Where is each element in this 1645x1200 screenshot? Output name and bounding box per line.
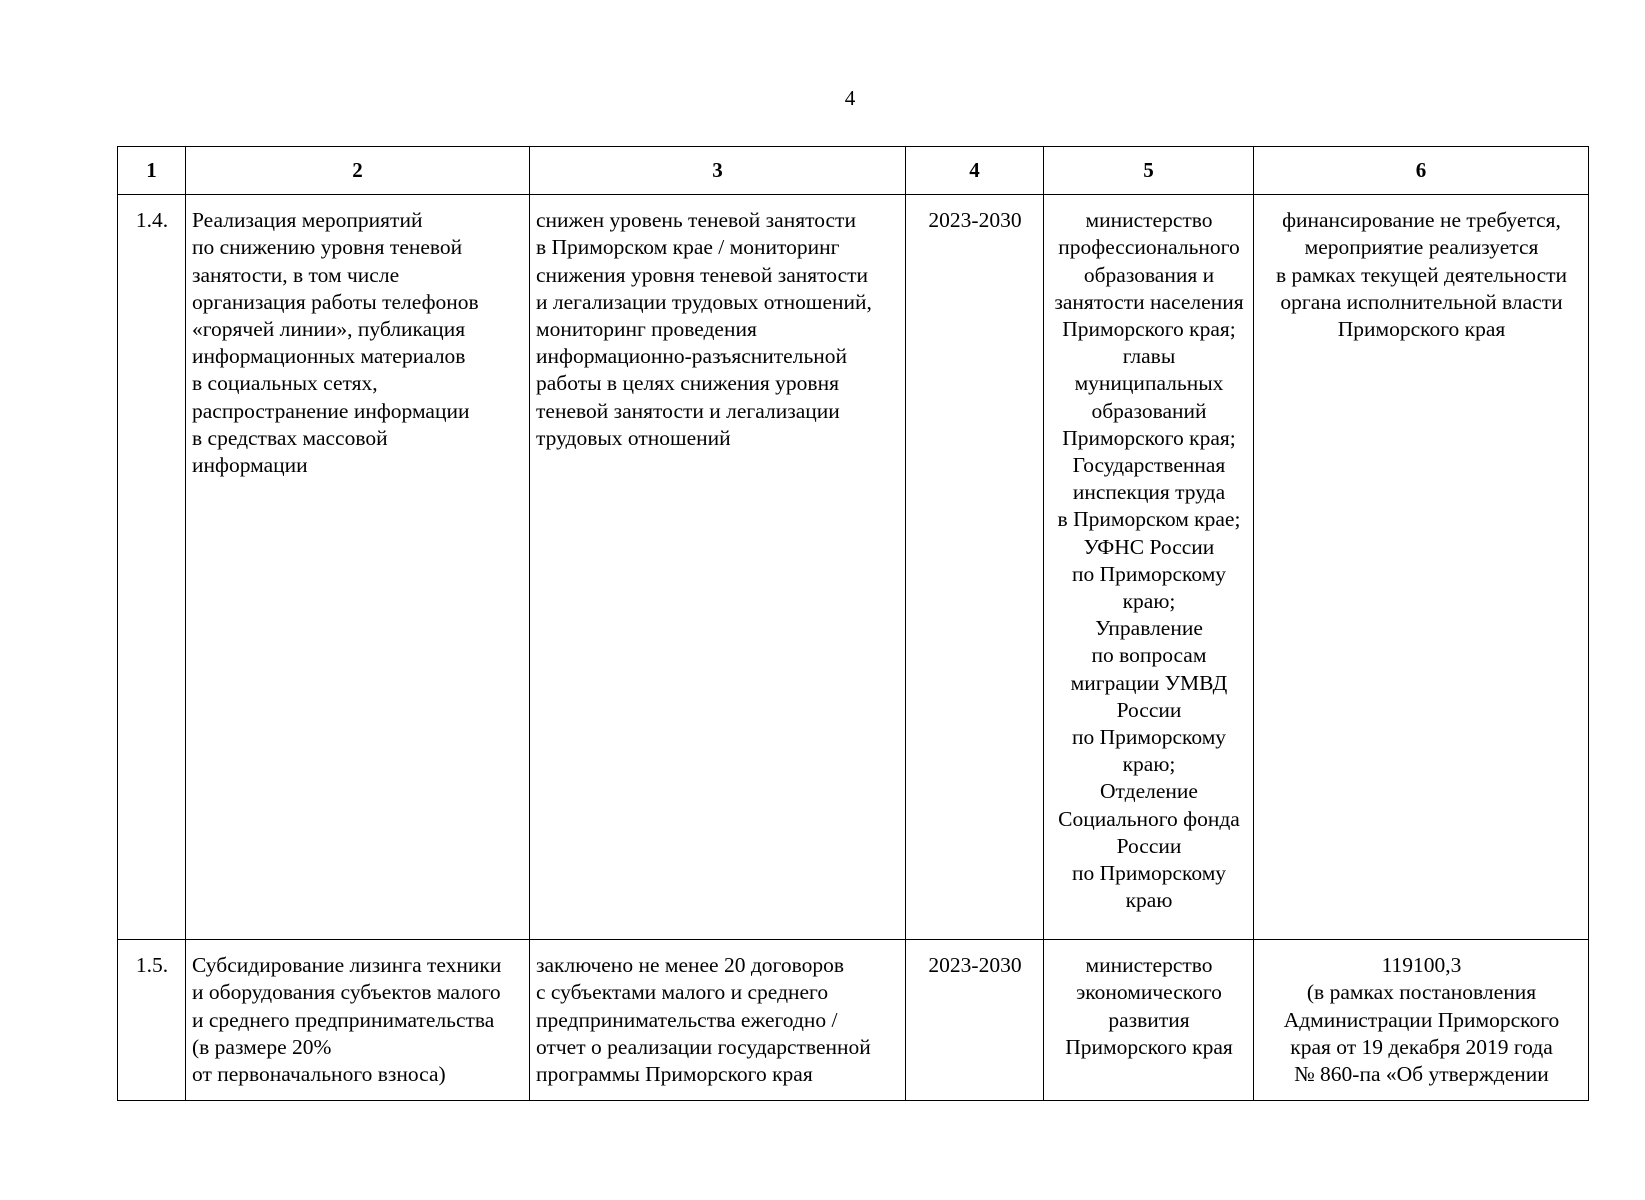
funding-cell: финансирование не требуется, мероприятие реализуется в рамках текущей деятельности органа исполнительной власти Приморского края bbox=[1254, 195, 1589, 940]
result-cell: снижен уровень теневой занятости в Приморском крае / мониторинг снижения уровня теневой занятости и легализации трудовых отношений, мониторинг проведения информационно-разъяснительной работы в целях снижения уровня теневой занятости и легализации трудовых отношений bbox=[530, 195, 906, 940]
column-header-2: 2 bbox=[186, 147, 530, 195]
page-number: 4 bbox=[844, 86, 856, 110]
result-cell: заключено не менее 20 договоров с субъектами малого и среднего предпринимательства ежегодно / отчет о реализации государственной программы Приморского края bbox=[530, 940, 906, 1101]
table-row bbox=[118, 940, 1589, 1101]
executors-cell: министерство профессионального образования и занятости населения Приморского края; главы муниципальных образований Приморского края; Государственная инспекция труда в Приморском крае; УФНС России по Приморскому краю; Управление по вопросам миграции УМВД России по Приморскому краю; Отделение Социального фонда России по Приморскому краю bbox=[1044, 195, 1254, 940]
activity-cell: Субсидирование лизинга техники и оборудования субъектов малого и среднего предпринимательства (в размере 20% от первоначального взноса) bbox=[186, 940, 530, 1101]
column-header-1: 1 bbox=[118, 147, 186, 195]
column-header-3: 3 bbox=[530, 147, 906, 195]
column-header-6: 6 bbox=[1254, 147, 1589, 195]
action-plan-table bbox=[117, 146, 1589, 1101]
executors-cell: министерство экономического развития Приморского края bbox=[1044, 940, 1254, 1101]
activity-cell: Реализация мероприятий по снижению уровня теневой занятости, в том числе организация работы телефонов «горячей линии», публикация информационных материалов в социальных сетях, распространение информации в средствах массовой информации bbox=[186, 195, 530, 940]
funding-cell: 119100,3 (в рамках постановления Администрации Приморского края от 19 декабря 2019 года № 860-па «Об утверждении bbox=[1254, 940, 1589, 1101]
header-row bbox=[118, 147, 1589, 195]
column-header-5: 5 bbox=[1044, 147, 1254, 195]
period-cell: 2023-2030 bbox=[906, 940, 1044, 1101]
item-number: 1.5. bbox=[118, 940, 186, 1101]
period-cell: 2023-2030 bbox=[906, 195, 1044, 940]
column-header-4: 4 bbox=[906, 147, 1044, 195]
table-row bbox=[118, 195, 1589, 940]
item-number: 1.4. bbox=[118, 195, 186, 940]
